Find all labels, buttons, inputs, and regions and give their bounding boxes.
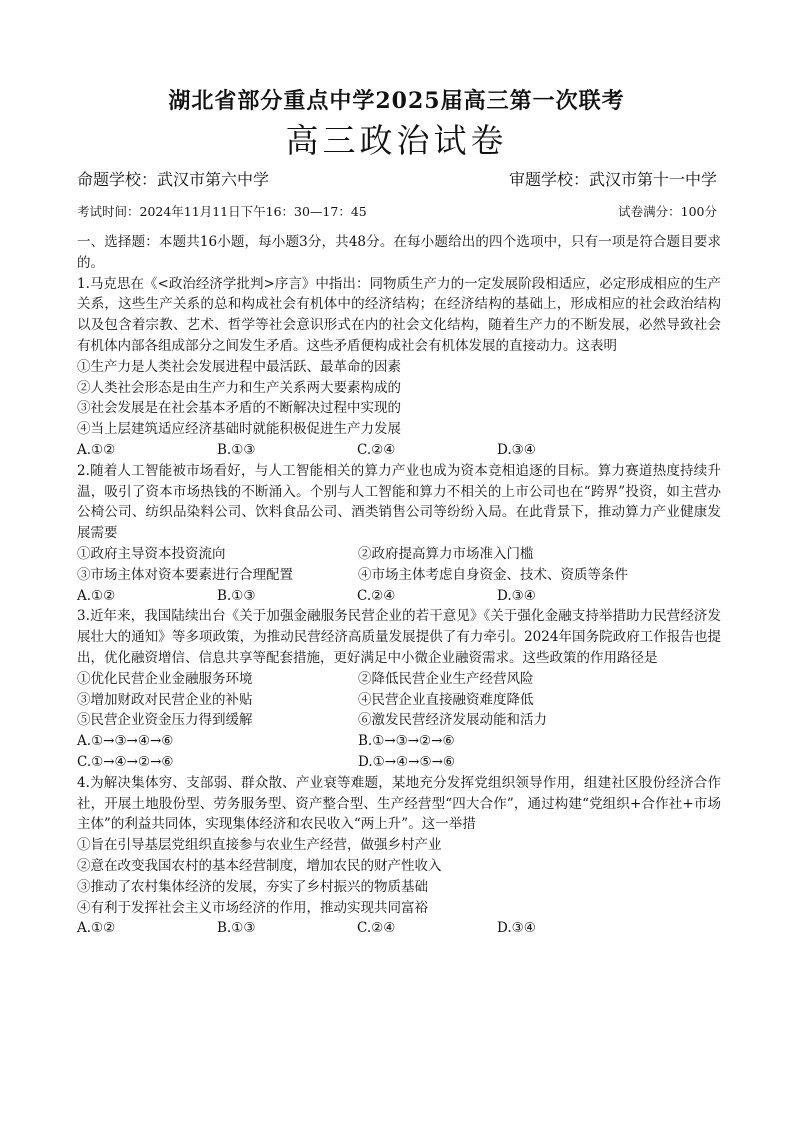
- option-statement: ⑤民营企业资金压力得到缓解: [77, 712, 253, 729]
- option-row: [77, 544, 721, 565]
- reviewer-school: 审题学校：武汉市第十一中学: [508, 170, 717, 189]
- exam-meta: [77, 202, 717, 220]
- option-statement: ③市场主体对资本要素进行合理配置: [77, 566, 293, 583]
- option-statement: ④当上层建筑适应经济基础时就能积极促进生产力发展: [77, 421, 401, 438]
- option-statement: ③推动了农村集体经济的发展，夯实了乡村振兴的物质基础: [77, 878, 428, 895]
- option-statement: ②人类社会形态是由生产力和生产关系两大要素构成的: [77, 379, 401, 396]
- section-heading: 一、选择题：本题共16小题，每小题3分，共48分。在每小题给出的四个选项中，只有一项是符合题目要求的。: [77, 234, 721, 271]
- answer-a: A.①→③→④→⑥: [77, 733, 174, 750]
- exam-body: [77, 232, 721, 939]
- option-statement: ①旨在引导基层党组织直接参与农业生产经营，做强乡村产业: [77, 837, 442, 854]
- answer-b: B.①→③→②→⑥: [358, 733, 455, 750]
- answer-c: C.②④: [357, 587, 396, 604]
- answer-c: C.②④: [357, 441, 396, 458]
- option-statement: ①生产力是人类社会发展进程中最活跃、最革命的因素: [77, 358, 401, 375]
- option-row: [77, 565, 721, 586]
- option-row: [77, 690, 721, 711]
- answer-a: A.①②: [77, 587, 116, 604]
- question-stem: 3.近年来，我国陆续出台《关于加强金融服务民营企业的若干意见》《关于强化金融支持举措助力民营经济发展壮大的通知》等多项政策，为推动民营经济高质量发展提供了有力牵引。2024年国务院政府工作报告也提出，优化融资增信、信息共享等配套措施，更好满足中小微企业融资需求。这些政策的作用路径是: [77, 608, 721, 666]
- option-row: [77, 710, 721, 731]
- answer-d: D.③④: [497, 441, 536, 458]
- answer-d: D.③④: [497, 920, 536, 937]
- question-2: [77, 461, 721, 607]
- answer-b: B.①③: [217, 441, 256, 458]
- answer-a: A.①②: [77, 920, 116, 937]
- paper-title: 高三政治试卷: [285, 121, 508, 160]
- question-stem: 2.随着人工智能被市场看好，与人工智能相关的算力产业也成为资本竞相追逐的目标。算力赛道热度持续升温，吸引了资本市场热钱的不断涌入。个别与人工智能和算力不相关的上市公司也在“跨界”投资，如主营办公椅公司、纺织品染料公司、饮料食品公司、酒类销售公司等纷纷入局。在此背景下，推动算力产业健康发展需要: [77, 462, 721, 542]
- full-score: 试卷满分：100分: [618, 204, 717, 219]
- option-statement: ④市场主体考虑自身资金、技术、资质等条件: [358, 566, 628, 583]
- option-statement: ④有利于发挥社会主义市场经济的作用，推动实现共同富裕: [77, 899, 428, 916]
- option-statement: ③增加财政对民营企业的补贴: [77, 691, 253, 708]
- answer-choices-row: [77, 731, 721, 752]
- answer-d: D.③④: [497, 587, 536, 604]
- answer-c: C.②④: [357, 920, 396, 937]
- school-info: [77, 167, 717, 190]
- answer-choices: [77, 440, 721, 461]
- option-statement: ⑥激发民营经济发展动能和活力: [358, 712, 547, 729]
- option-statement: ②意在改变我国农村的基本经营制度，增加农民的财产性收入: [77, 857, 442, 874]
- option-row: [77, 669, 721, 690]
- question-1: [77, 274, 721, 461]
- question-stem: 1.马克思在《<政治经济学批判>序言》中指出：同物质生产力的一定发展阶段相适应，必定形成相应的生产关系，这些生产关系的总和构成社会有机体中的经济结构；在经济结构的基础上，形成相应的社会政治结构以及包含着宗教、艺术、哲学等社会意识形式在内的社会文化结构，随着生产力的不断发展，必然导致社会有机体内部各组成部分之间发生矛盾。这些矛盾便构成社会有机体发展的直接动力。这表明: [77, 275, 721, 354]
- answer-b: B.①③: [217, 587, 256, 604]
- answer-choices: [77, 586, 721, 607]
- answer-d: D.①→④→⑤→⑥: [358, 753, 455, 770]
- exam-title: 湖北省部分重点中学2025届高三第一次联考: [168, 88, 625, 114]
- option-statement: ④民营企业直接融资难度降低: [358, 691, 534, 708]
- answer-a: A.①②: [77, 441, 116, 458]
- option-statement: ①政府主导资本投资流向: [77, 545, 226, 562]
- option-statement: ②降低民营企业生产经营风险: [358, 670, 534, 687]
- answer-choices-row: [77, 752, 721, 773]
- question-4: [77, 773, 721, 939]
- answer-b: B.①③: [217, 920, 256, 937]
- option-statement: ③社会发展是在社会基本矛盾的不断解决过程中实现的: [77, 400, 401, 417]
- answer-c: C.①→④→②→⑥: [77, 753, 174, 770]
- question-3: [77, 606, 721, 772]
- option-statement: ②政府提高算力市场准入门槛: [358, 545, 534, 562]
- proposer-school: 命题学校：武汉市第六中学: [77, 170, 270, 189]
- option-statement: ①优化民营企业金融服务环境: [77, 670, 253, 687]
- question-stem: 4.为解决集体穷、支部弱、群众散、产业衰等难题，某地充分发挥党组织领导作用，组建社区股份经济合作社，开展土地股份型、劳务服务型、资产整合型、生产经营型“四大合作”，通过构建“党组织+合作社+市场主体”的利益共同体，实现集体经济和农民收入“两上升”。这一举措: [77, 774, 721, 833]
- answer-choices: [77, 918, 721, 939]
- exam-time: 考试时间：2024年11月11日下午16：30—17：45: [77, 204, 367, 219]
